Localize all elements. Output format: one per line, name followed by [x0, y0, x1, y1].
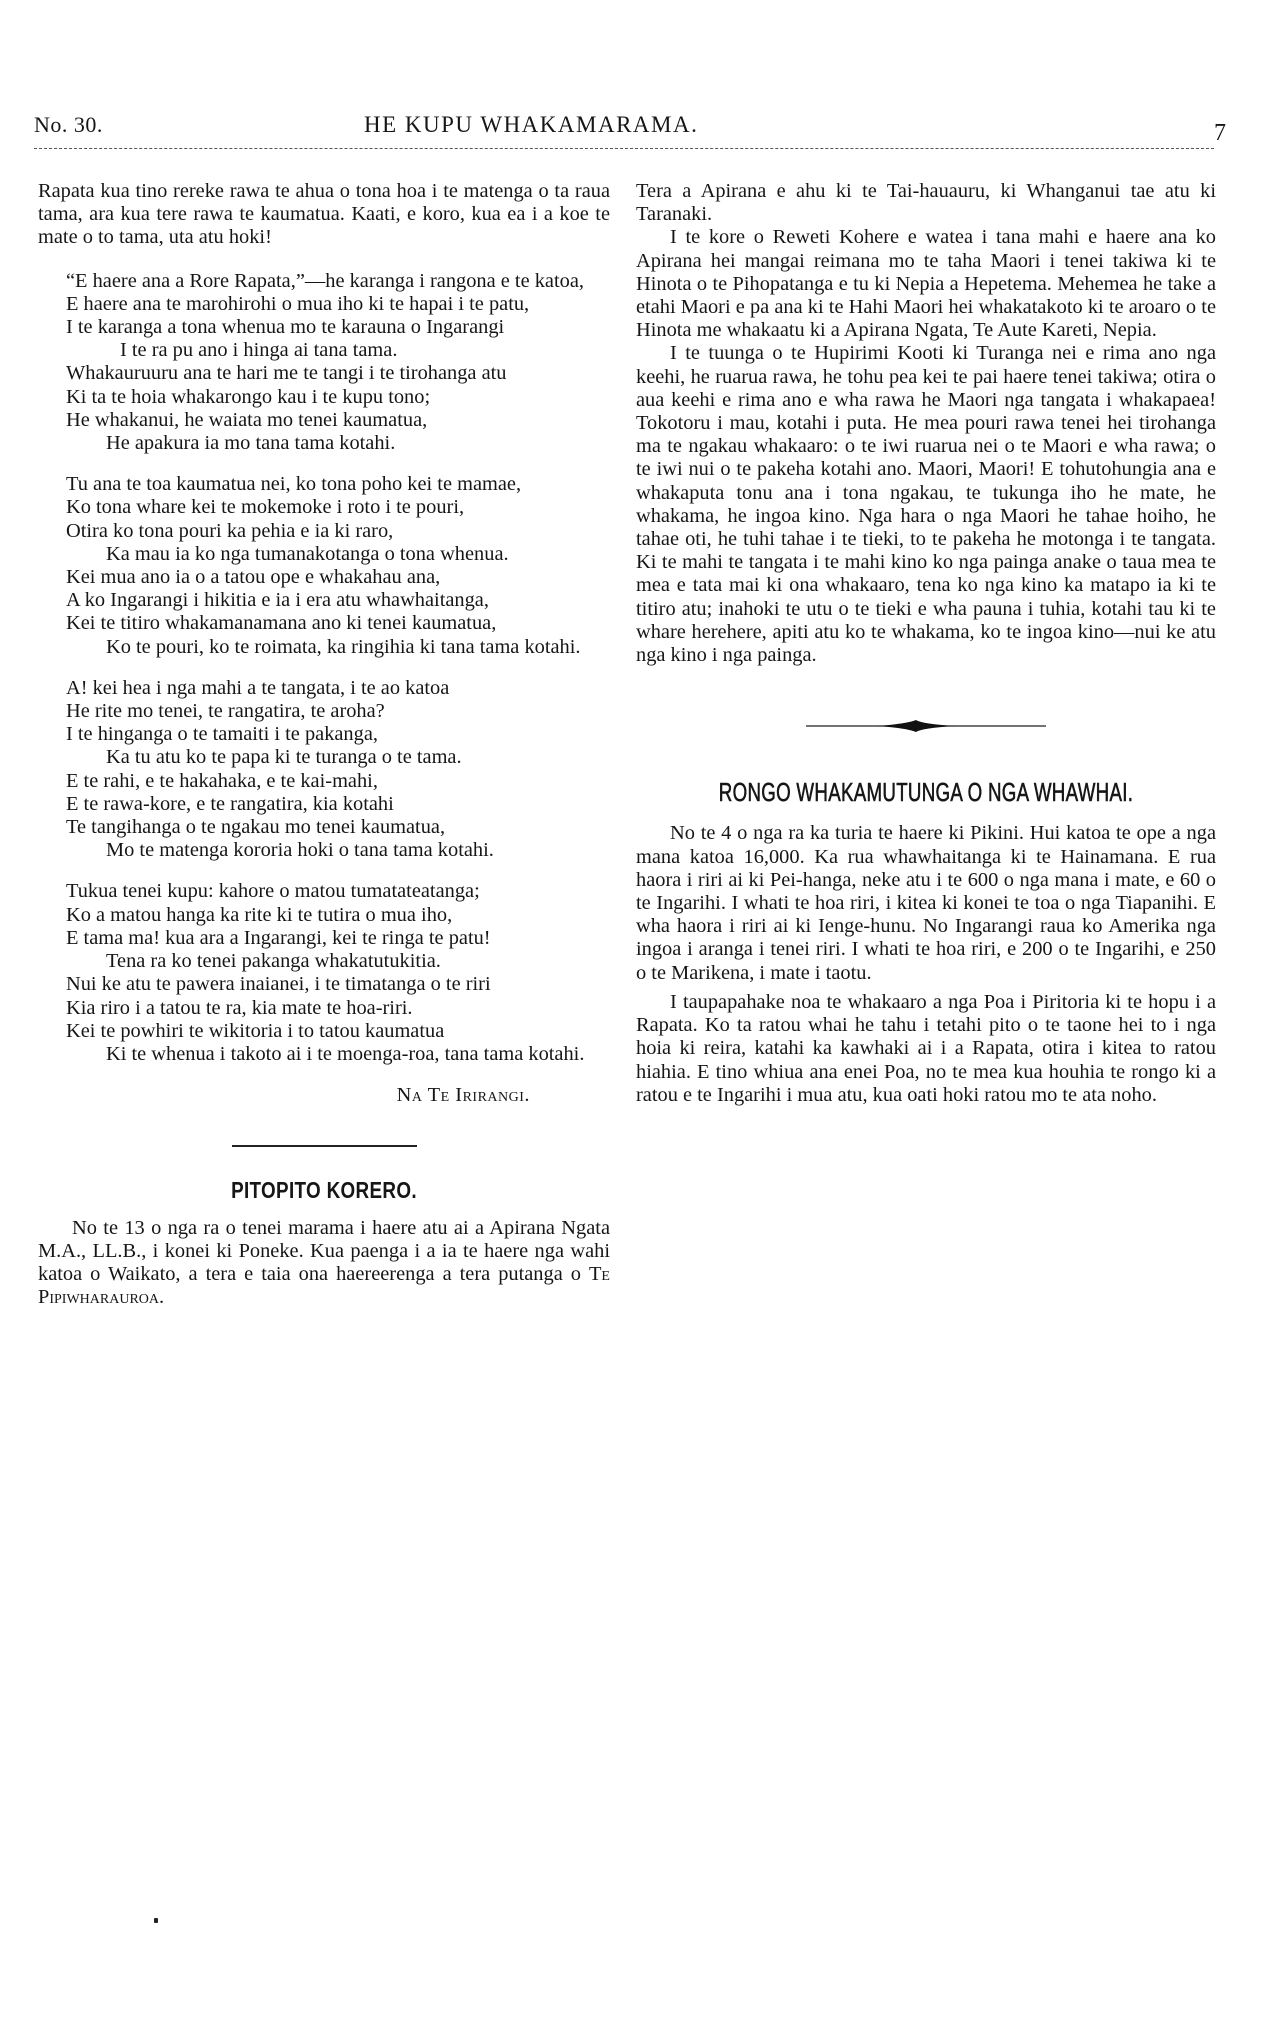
poem-line: E haere ana te marohirohi o mua iho ki te hapai i te patu, — [66, 292, 530, 315]
poem-line: Whakauruuru ana te hari me te tangi i te tirohanga atu — [66, 362, 507, 385]
poem-line: Kei te titiro whakamanamana ano ki tenei kaumatua, — [66, 612, 497, 635]
poem-line: Ka tu atu ko te papa ki te turanga o te tama. — [106, 746, 462, 769]
poem-line: He apakura ia mo tana tama kotahi. — [106, 432, 396, 455]
poem-line: Ki ta te hoia whakarongo kau i te kupu tono; — [66, 385, 431, 408]
poem-stanza — [66, 270, 610, 456]
news-paragraph — [38, 1217, 610, 1310]
poem-line: Ki te whenua i takoto ai i te moenga-roa, tana tama kotahi. — [106, 1042, 585, 1065]
poem-line: Ko te pouri, ko te roimata, ka ringihia ki tana tama kotahi. — [106, 635, 581, 658]
intro-paragraph: Rapata kua tino rereke rawa te ahua o tona hoa i te matenga o ta raua tama, ara kua tere rawa te kaumatua. Kaati, e koro, kua ea i a koe te mate o to tama, uta atu hoki! — [38, 180, 610, 249]
poem-stanza — [66, 677, 610, 863]
poem-line: Ka mau ia ko nga tumanakotanga o tona whenua. — [106, 542, 509, 565]
section-title-rongo-whakamutunga: RONGO WHAKAMUTUNGA O NGA WHAWHAI. — [718, 777, 1134, 808]
poem-line: I te hinganga o te tamaiti i te pakanga, — [66, 723, 378, 746]
page-number: 7 — [1214, 120, 1226, 146]
poem-line: Te tangihanga o te ngakau mo tenei kaumatua, — [66, 816, 446, 839]
section-title-pitopito-korero: PITOPITO KORERO. — [231, 1177, 417, 1204]
header-rule — [34, 148, 1214, 149]
poem-signature: Na Te Irirangi. — [396, 1084, 530, 1107]
article-paragraph: I te kore o Reweti Kohere e watea i tana mahi e haere ana ko Apirana hei mangai reimana mo te taha Maori i tenei takiwa ki te Hinota o te Pihopatanga e tu ki Nepia a Hepetema. Mehemea he take a etahi Maori e pa ana ki te Hahi Maori hei whakatakoto ki te aroaro o te Hinota me whakaatu ki a Apirana Ngata, Te Aute Kareti, Nepia. — [636, 226, 1216, 342]
poem-line: Ko a matou hanga ka rite ki te tutira o mua iho, — [66, 903, 453, 926]
article-paragraph: Tera a Apirana e ahu ki te Tai-hauauru, ki Whanganui tae atu ki Taranaki. — [636, 180, 1216, 226]
poem — [66, 270, 610, 1067]
poem-line: Mo te matenga kororia hoki o tana tama kotahi. — [106, 839, 494, 862]
publication-title: HE KUPU WHAKAMARAMA. — [364, 112, 699, 137]
print-speck — [154, 1918, 158, 1923]
page-header — [34, 112, 1234, 152]
war-news-paragraph: No te 4 o nga ra ka turia te haere ki Pikini. Hui katoa te ope a nga mana katoa 16,000. Ka rua whawhaitanga ki te Hainamana. E rua haora i riri ai ki Pei-hanga, neke atu i te 600 o nga mana i mate, e 60 o te Ingarihi. I whati te hoa riri, i kitea ki konei te toa o nga Tiapanihi. E wha haora i riri ai ki Ienge-hunu. No Ingarangi raua ko Amerika nga ingoa i aranga i tenei riri. I whati te hoa riri, e 200 o te Ingarihi, e 250 o te Marikena, i mate i taotu. — [636, 822, 1216, 984]
poem-line: Kei te powhiri te wikitoria i to tatou kaumatua — [66, 1019, 445, 1042]
poem-stanza — [66, 880, 610, 1066]
poem-line: He rite mo tenei, te rangatira, te aroha? — [66, 700, 385, 723]
poem-line: Otira ko tona pouri ka pehia e ia ki raro, — [66, 519, 394, 542]
war-news-paragraph: I taupapahake noa te whakaaro a nga Poa i Piritoria ki te hopu i a Rapata. Ko ta ratou whai he tahu i tetahi pito o te taone hei to i nga hoia ki reira, katahi ka kawhaki ai i a Rapata, otira i kitea to ratou hiahia. E tino whiua ana enei Poa, no te mea kua houhia te rongo ki a ratou e te Ingarihi i mua atu, kua oati hoki ratou mo te ata noho. — [636, 990, 1216, 1106]
left-column — [38, 180, 610, 1309]
section-divider-rule — [232, 1145, 417, 1147]
poem-line: He whakanui, he waiata mo tenei kaumatua, — [66, 408, 428, 431]
poem-line: I te karanga a tona whenua mo te karauna o Ingarangi — [66, 316, 505, 339]
publication-name: Te Pipiwharauroa. — [38, 1262, 610, 1309]
article-paragraph: I te tuunga o te Hupirimi Kooti ki Turanga nei e rima ano nga keehi, he ruarua rawa, he tohu pea kei te pai haere tenei takiwa; otira o aua keehi e rima ano e wha rawa he Maori nga tangata i whakapaea! Tokotoru i mau, kotahi i puta. He mea pouri rawa tenei hei tirohanga ma te ngakau whakaaro: o te iwi ruarua nei o te Maori e wha rawa; o te iwi nui o te pakeha kotahi ano. Maori, Maori! E tohutohungia ana e whakaputa tonu ana i tona ngakau, te tukunga iho he mate, he whakama, he ingoa kino. Nga hara o nga Maori he tahae hoiho, he tahae oti, he tuhi tahae i te tieki, to te pakeha he motonga i te tangata. Ki te mahi te tangata i te mahi kino ko nga painga anake o taua mea te mea e tata mai ki ona whakaaro, tena ko nga kino ka matapo ia ki te titiro atu; inahoki te utu o te tieki e wha pauna i tuhia, kotahi tau ki te whare herehere, apiti atu ko te whakama, ko te ingoa kino—nui ke atu nga kino i nga painga. — [636, 342, 1216, 667]
poem-line: E te rawa-kore, e te rangatira, kia kotahi — [66, 792, 394, 815]
news-paragraph-text: No te 13 o nga ra o tenei marama i haere atu ai a Apirana Ngata M.A., LL.B., i konei ki Poneke. Kua paenga i a ia te haere nga wahi katoa o Waikato, a tera e taia ona haereerenga a tera putanga o — [38, 1216, 610, 1285]
poem-line: Tukua tenei kupu: kahore o matou tumatateatanga; — [66, 880, 480, 903]
poem-line: E te rahi, e te hakahaka, e te kai-mahi, — [66, 769, 378, 792]
poem-line: “E haere ana a Rore Rapata,”—he karanga i rangona e te katoa, — [66, 269, 584, 292]
poem-line: A! kei hea i nga mahi a te tangata, i te ao katoa — [66, 676, 450, 699]
poem-line: Kia riro i a tatou te ra, kia mate te hoa-riri. — [66, 996, 413, 1019]
poem-line: E tama ma! kua ara a Ingarangi, kei te ringa te patu! — [66, 926, 491, 949]
poem-line: Ko tona whare kei te mokemoke i roto i te pouri, — [66, 496, 465, 519]
poem-line: Kei mua ano ia o a tatou ope e whakahau ana, — [66, 566, 441, 589]
poem-line: A ko Ingarangi i hikitia e ia i era atu whawhaitanga, — [66, 589, 489, 612]
ornament-diamond — [876, 720, 956, 732]
right-column — [636, 180, 1216, 1107]
poem-line: I te ra pu ano i hinga ai tana tama. — [120, 339, 398, 362]
ornamental-divider — [806, 719, 1046, 733]
poem-line: Tena ra ko tenei pakanga whakatutukitia. — [106, 950, 441, 973]
poem-line: Tu ana te toa kaumatua nei, ko tona poho kei te mamae, — [66, 473, 522, 496]
poem-line: Nui ke atu te pawera inaianei, i te timatanga o te riri — [66, 973, 491, 996]
issue-number: No. 30. — [34, 112, 103, 137]
poem-stanza — [66, 473, 610, 659]
